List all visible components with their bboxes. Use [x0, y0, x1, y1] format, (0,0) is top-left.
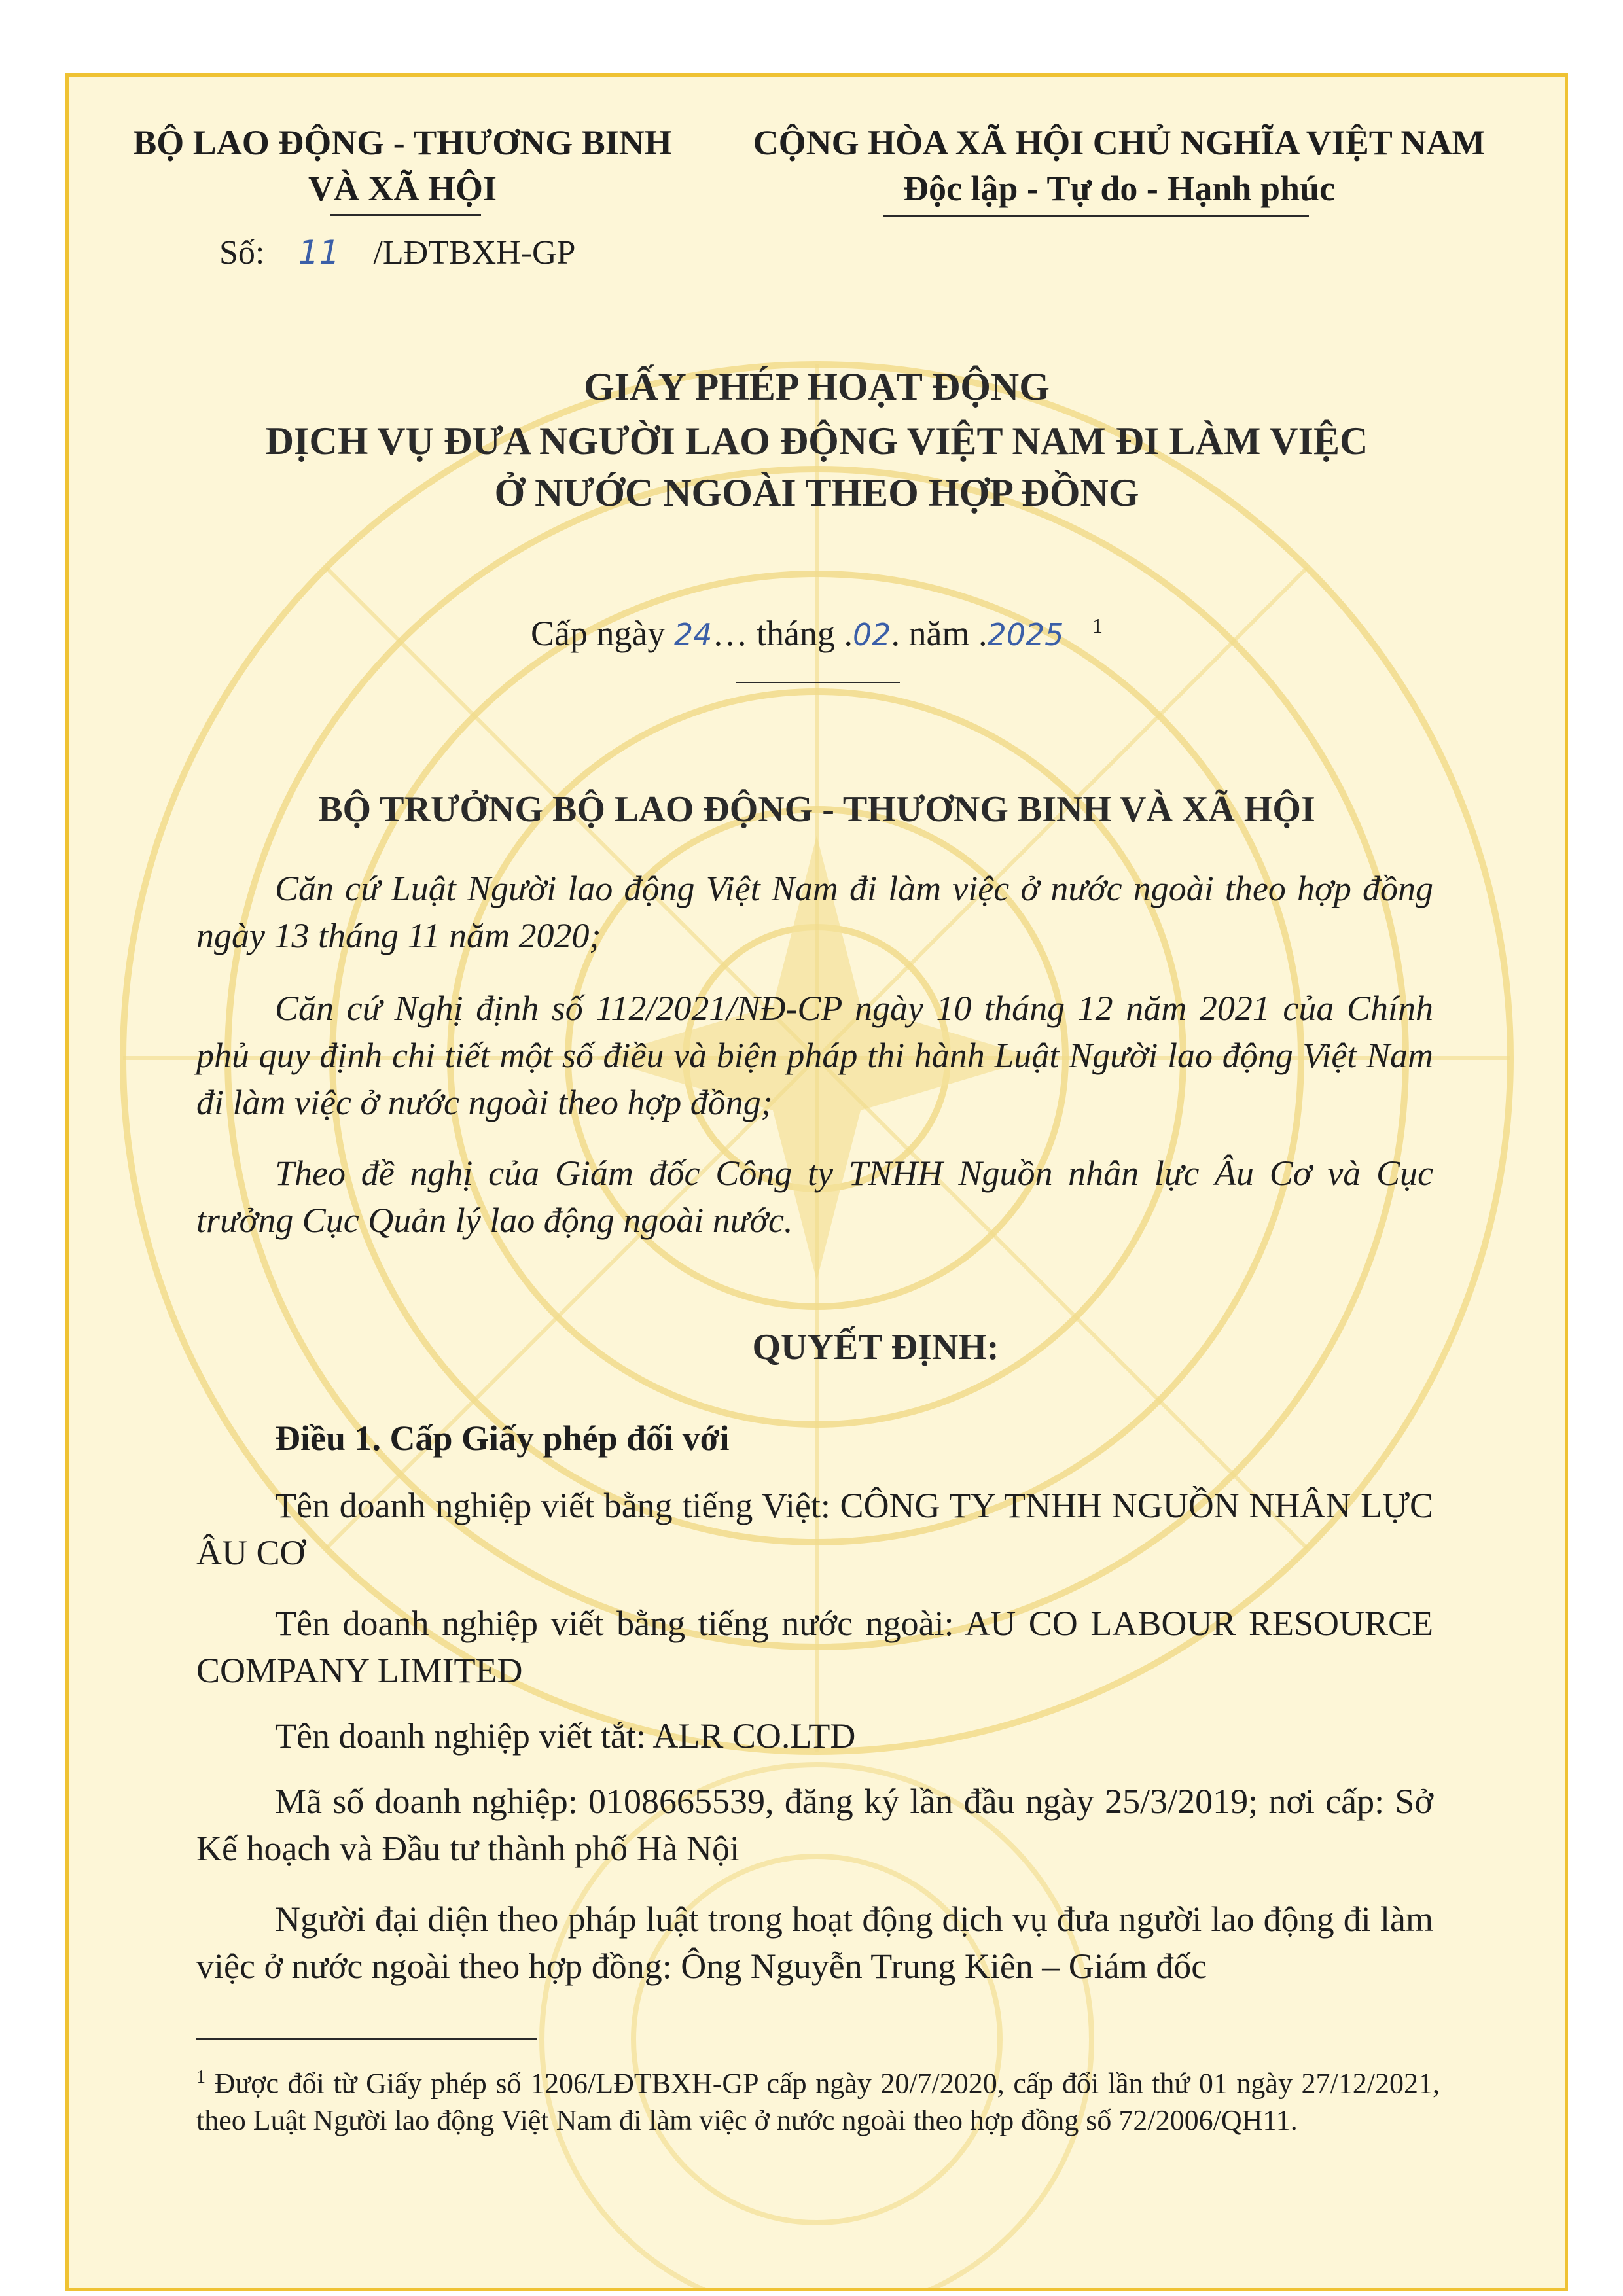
- dots: .: [844, 614, 853, 653]
- motto-underline: [883, 215, 1309, 217]
- issue-date-prefix: Cấp ngày: [530, 614, 666, 653]
- footnote-separator: [196, 2038, 537, 2040]
- dots: …: [712, 614, 748, 653]
- ministry-underline: [330, 214, 481, 216]
- footnote-text: [196, 2059, 1440, 2139]
- business-registration: Mã số doanh nghiệp: 0108665539, đăng ký lần đầu ngày 25/3/2019; nơi cấp: Sở Kế hoạch và Đầu tư thành phố Hà Nội: [196, 1782, 1433, 1868]
- footnote-mark: 1: [196, 2067, 205, 2087]
- number-label: Số:: [219, 234, 265, 272]
- basis-proposal: Theo đề nghị của Giám đốc Công ty TNHH Nguồn nhân lực Âu Cơ và Cục trưởng Cục Quản lý lao động ngoài nước.: [196, 1154, 1433, 1240]
- dots: .: [891, 614, 900, 653]
- ministry-name-line1: BỘ LAO ĐỘNG - THƯƠNG BINH: [133, 123, 672, 162]
- company-abbreviation: Tên doanh nghiệp viết tắt: ALR CO.LTD: [275, 1716, 856, 1756]
- basis-law: Căn cứ Luật Người lao động Việt Nam đi làm việc ở nước ngoài theo hợp đồng ngày 13 tháng 11 năm 2020;: [196, 869, 1433, 955]
- issue-year-label: năm: [908, 614, 970, 653]
- country-motto: Độc lập - Tự do - Hạnh phúc: [902, 169, 1336, 208]
- title-line3: Ở NƯỚC NGOÀI THEO HỢP ĐỒNG: [494, 471, 1139, 514]
- issue-date: [69, 613, 1565, 654]
- certificate-frame: [65, 73, 1568, 2291]
- issue-year-handwritten: 2025: [987, 617, 1064, 652]
- ministry-name-line2: VÀ XÃ HỘI: [308, 169, 497, 208]
- number-suffix: /LĐTBXH-GP: [373, 234, 576, 272]
- legal-representative: Người đại diện theo pháp luật trong hoạt động dịch vụ đưa người lao động đi làm việc ở nước ngoài theo hợp đồng: Ông Nguyễn Trung Kiên – Giám đốc: [196, 1899, 1433, 1986]
- issue-day-handwritten: 24: [673, 617, 713, 652]
- company-name-foreign: Tên doanh nghiệp viết bằng tiếng nước ngoài: AU CO LABOUR RESOURCE COMPANY LIMITED: [196, 1604, 1433, 1690]
- footnote-reference: 1: [1092, 614, 1103, 637]
- basis-decree: Căn cứ Nghị định số 112/2021/NĐ-CP ngày 10 tháng 12 năm 2021 của Chính phủ quy định chi tiết một số điều và biện pháp thi hành Luật Người lao động Việt Nam đi làm việc ở nước ngoài theo hợp đồng;: [196, 989, 1433, 1122]
- dots: .: [978, 614, 988, 653]
- article1-heading: Điều 1. Cấp Giấy phép đối với: [275, 1419, 730, 1458]
- decision-heading: QUYẾT ĐỊNH:: [752, 1327, 999, 1368]
- issue-month-handwritten: 02: [852, 617, 891, 652]
- issue-month-label: tháng: [756, 614, 835, 653]
- title-line2: DỊCH VỤ ĐƯA NGƯỜI LAO ĐỘNG VIỆT NAM ĐI LÀM VIỆC: [265, 419, 1368, 463]
- company-name-vietnamese: Tên doanh nghiệp viết bằng tiếng Việt: CÔNG TY TNHH NGUỒN NHÂN LỰC ÂU CƠ: [196, 1486, 1433, 1572]
- number-value-handwritten: 11: [298, 234, 340, 272]
- document-body: [69, 77, 1565, 2288]
- document-number: [219, 234, 575, 272]
- country-name: CỘNG HÒA XÃ HỘI CHỦ NGHĨA VIỆT NAM: [753, 123, 1486, 162]
- date-separator: [736, 682, 900, 683]
- footnote-body: Được đổi từ Giấy phép số 1206/LĐTBXH-GP cấp ngày 20/7/2020, cấp đổi lần thứ 01 ngày 27/12/2021, theo Luật Người lao động Việt Nam đi làm việc ở nước ngoài theo hợp đồng số 72/2006/QH11.: [196, 2067, 1440, 2136]
- title-line1: GIẤY PHÉP HOẠT ĐỘNG: [584, 365, 1050, 408]
- authority-heading: BỘ TRƯỞNG BỘ LAO ĐỘNG - THƯƠNG BINH VÀ XÃ HỘI: [318, 789, 1315, 830]
